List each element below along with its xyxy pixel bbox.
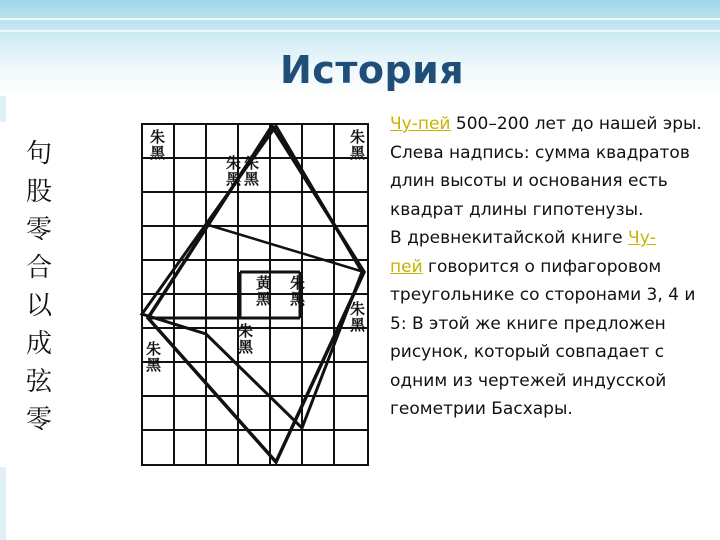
cell-label: 朱黑 [226, 154, 242, 188]
chu-pei-link[interactable]: Чу-пей [390, 114, 451, 134]
chu-pei-link-2a[interactable]: Чу- [628, 228, 656, 248]
cell-label: 黄黑 [256, 274, 272, 308]
inscription-glyph: 零 [26, 405, 59, 435]
inscription-glyph: 句 [26, 139, 59, 169]
svg-text:句股零合以成弦零 [26, 139, 58, 435]
inscription-glyph: 弦 [26, 367, 59, 397]
para2-intro: В древнекитайской книге [390, 228, 629, 248]
inscription-glyph: 零 [26, 215, 59, 245]
header-decor-line [0, 18, 720, 20]
inscription-glyph: 以 [26, 291, 59, 321]
inscription-glyph: 合 [26, 253, 59, 283]
cell-label: 朱黑 [244, 154, 260, 188]
inscription-glyph: 成 [26, 329, 59, 359]
chinese-diagram-figure [0, 122, 380, 467]
inscription-glyph: 股 [26, 177, 59, 207]
cell-label: 朱黑 [238, 322, 254, 356]
chu-pei-diagram [0, 122, 380, 467]
cell-label: 朱黑 [150, 128, 166, 162]
cell-label: 朱黑 [350, 300, 366, 334]
vertical-inscription [26, 139, 58, 435]
cell-label: 朱黑 [290, 274, 306, 308]
chu-pei-link-2b[interactable]: пей [390, 256, 423, 277]
description-text [390, 110, 705, 424]
para1-text: 500–200 лет до нашей эры. Слева надпись: сумма квадратов длин высоты и основания есть квадрат длины гипотенузы. [390, 114, 702, 220]
header-decor-line [0, 30, 720, 32]
slide-title: История [280, 48, 465, 92]
cell-label: 朱黑 [146, 340, 162, 374]
cell-label: 朱黑 [350, 128, 366, 162]
para2-text: говорится о пифагоровом треугольнике со сторонами 3, 4 и 5: В этой же книге предложен рисунок, который совпадает с одним из чертежей индусской геометрии Басхары. [390, 256, 696, 419]
